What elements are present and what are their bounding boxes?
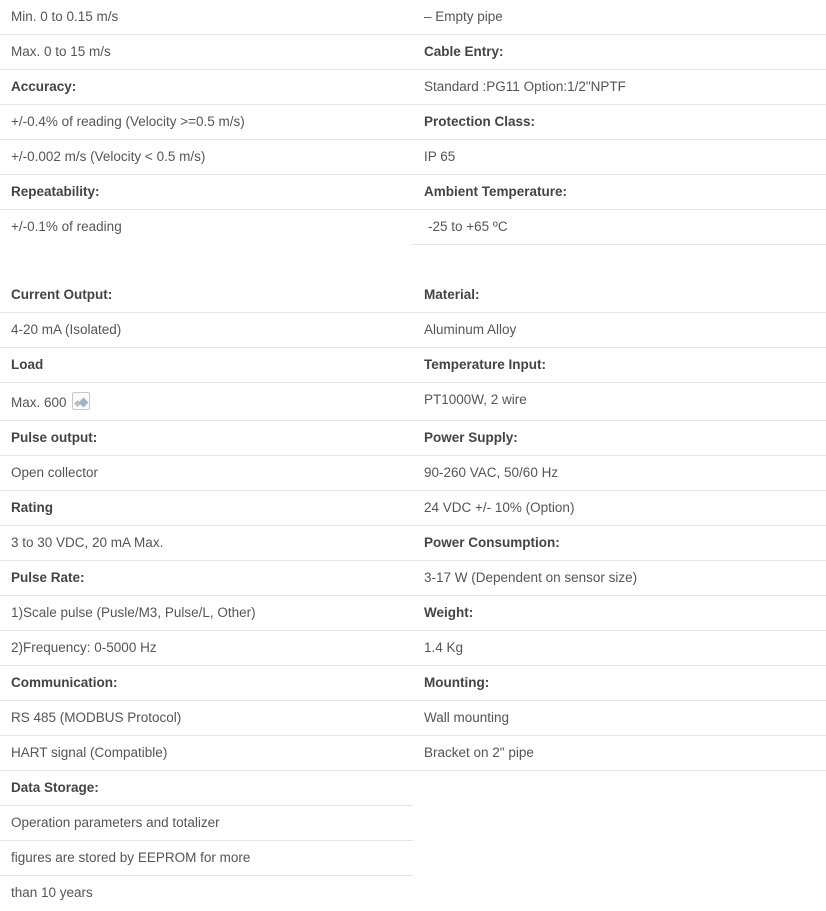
table-row — [0, 701, 826, 736]
spec-value: PT1000W, 2 wire — [424, 392, 527, 407]
spec-label: Cable Entry: — [424, 44, 504, 59]
spec-cell-left — [0, 806, 413, 841]
spacer-cell-right — [413, 245, 826, 279]
spec-cell-left — [0, 456, 413, 491]
spec-cell-left — [0, 701, 413, 736]
spec-cell-right — [413, 771, 826, 806]
spec-label: Rating — [11, 500, 53, 515]
spec-label: Protection Class: — [424, 114, 536, 129]
spec-cell-right — [413, 210, 826, 245]
spec-label: Pulse Rate: — [11, 570, 85, 585]
table-row — [0, 383, 826, 421]
spec-value: 4-20 mA (Isolated) — [11, 322, 122, 337]
spec-cell-left — [0, 771, 413, 806]
table-row — [0, 35, 826, 70]
spec-value: 2)Frequency: 0-5000 Hz — [11, 640, 157, 655]
spec-value: than 10 years — [11, 885, 93, 900]
specification-table-upper — [0, 0, 826, 278]
spec-value: 3-17 W (Dependent on sensor size) — [424, 570, 638, 585]
spec-cell-left — [0, 421, 413, 456]
spec-cell-right — [413, 348, 826, 383]
spec-label: Power Supply: — [424, 430, 518, 445]
spec-cell-right — [413, 70, 826, 105]
broken-image-icon — [72, 392, 90, 410]
spec-value: Standard :PG11 Option:1/2"NPTF — [424, 79, 626, 94]
spec-cell-right — [413, 561, 826, 596]
spec-value: – Empty pipe — [424, 9, 503, 24]
spec-value: -25 to +65 ºC — [428, 219, 508, 234]
spec-cell-left — [0, 491, 413, 526]
table-row — [0, 526, 826, 561]
spec-value: figures are stored by EEPROM for more — [11, 850, 251, 865]
spec-value: 3 to 30 VDC, 20 mA Max. — [11, 535, 164, 550]
spec-value: +/-0.4% of reading (Velocity >=0.5 m/s) — [11, 114, 245, 129]
spec-label: Data Storage: — [11, 780, 99, 795]
spec-label: Current Output: — [11, 287, 113, 302]
table-row — [0, 491, 826, 526]
spec-cell-right — [413, 491, 826, 526]
spec-cell-left — [0, 70, 413, 105]
spec-value: IP 65 — [424, 149, 456, 164]
spec-cell-left — [0, 596, 413, 631]
table-row — [0, 631, 826, 666]
spec-cell-right — [413, 278, 826, 313]
table-row — [0, 561, 826, 596]
spec-cell-left — [0, 348, 413, 383]
spec-value: Wall mounting — [424, 710, 510, 725]
table-row — [0, 210, 826, 245]
spec-value: +/-0.002 m/s (Velocity < 0.5 m/s) — [11, 149, 206, 164]
table-row — [0, 421, 826, 456]
spec-label: Ambient Temperature: — [424, 184, 568, 199]
table-row — [0, 140, 826, 175]
spec-cell-left — [0, 631, 413, 666]
spec-label: Mounting: — [424, 675, 490, 690]
spec-cell-right — [413, 175, 826, 210]
spec-cell-right — [413, 456, 826, 491]
spec-value: +/-0.1% of reading — [11, 219, 122, 234]
spec-cell-right — [413, 421, 826, 456]
spec-cell-left — [0, 383, 413, 421]
spec-cell-right — [413, 876, 826, 911]
table-row — [0, 841, 826, 876]
spec-cell-right — [413, 841, 826, 876]
spec-label: Temperature Input: — [424, 357, 547, 372]
spec-cell-left — [0, 841, 413, 876]
spec-label: Repeatability: — [11, 184, 100, 199]
table-row — [0, 666, 826, 701]
spec-value: Operation parameters and totalizer — [11, 815, 220, 830]
spec-cell-left — [0, 736, 413, 771]
table-row — [0, 456, 826, 491]
table-body-upper — [0, 0, 826, 278]
table-row — [0, 175, 826, 210]
spec-cell-right — [413, 631, 826, 666]
spec-cell-left — [0, 210, 413, 245]
spacer-cell-left — [0, 245, 413, 279]
spec-value: Aluminum Alloy — [424, 322, 517, 337]
spec-cell-left — [0, 105, 413, 140]
table-row — [0, 278, 826, 313]
spec-cell-right — [413, 383, 826, 421]
spec-cell-right — [413, 35, 826, 70]
table-row — [0, 313, 826, 348]
spec-value: 24 VDC +/- 10% (Option) — [424, 500, 575, 515]
spec-value: 1.4 Kg — [424, 640, 464, 655]
spec-value: Max. 600 — [11, 395, 71, 410]
spec-value: Open collector — [11, 465, 99, 480]
spec-cell-right — [413, 313, 826, 348]
table-row — [0, 806, 826, 841]
spec-value: HART signal (Compatible) — [11, 745, 168, 760]
spec-cell-left — [0, 35, 413, 70]
spec-cell-right — [413, 596, 826, 631]
spec-cell-right — [413, 140, 826, 175]
spec-cell-left — [0, 876, 413, 911]
spec-label: Power Consumption: — [424, 535, 560, 550]
spec-cell-right — [413, 666, 826, 701]
table-spacer-row — [0, 245, 826, 279]
spec-value: 1)Scale pulse (Pusle/M3, Pulse/L, Other) — [11, 605, 256, 620]
spec-label: Weight: — [424, 605, 474, 620]
spec-cell-left — [0, 175, 413, 210]
table-row — [0, 876, 826, 911]
spec-value: Min. 0 to 0.15 m/s — [11, 9, 119, 24]
spec-label: Material: — [424, 287, 480, 302]
spec-cell-right — [413, 526, 826, 561]
spec-cell-left — [0, 140, 413, 175]
spec-cell-left — [0, 561, 413, 596]
table-body-lower — [0, 278, 826, 911]
spec-value: RS 485 (MODBUS Protocol) — [11, 710, 182, 725]
spec-cell-left — [0, 278, 413, 313]
spec-value: Bracket on 2" pipe — [424, 745, 534, 760]
spec-label: Communication: — [11, 675, 118, 690]
spec-label: Accuracy: — [11, 79, 77, 94]
table-row — [0, 70, 826, 105]
spec-label: Load — [11, 357, 44, 372]
table-row — [0, 736, 826, 771]
table-row — [0, 771, 826, 806]
spec-cell-right — [413, 736, 826, 771]
spec-cell-right — [413, 701, 826, 736]
spec-cell-left — [0, 0, 413, 35]
spec-cell-right — [413, 105, 826, 140]
table-row — [0, 105, 826, 140]
table-row — [0, 348, 826, 383]
spec-cell-left — [0, 526, 413, 561]
spec-cell-right — [413, 0, 826, 35]
spec-value: Max. 0 to 15 m/s — [11, 44, 111, 59]
spec-label: Pulse output: — [11, 430, 98, 445]
spec-cell-right — [413, 806, 826, 841]
spec-value: 90-260 VAC, 50/60 Hz — [424, 465, 559, 480]
spec-cell-left — [0, 313, 413, 348]
spec-cell-left — [0, 666, 413, 701]
table-row — [0, 596, 826, 631]
table-row — [0, 0, 826, 35]
specification-table-lower — [0, 278, 826, 911]
